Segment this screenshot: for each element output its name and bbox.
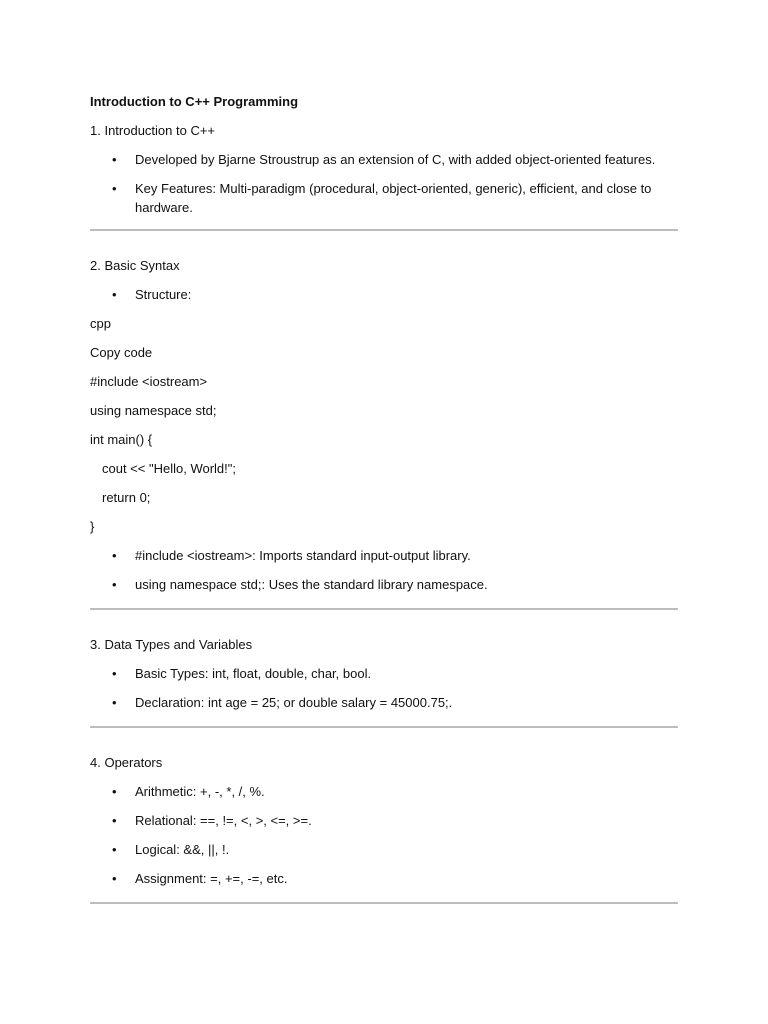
list-item (90, 548, 678, 577)
list-item (90, 152, 678, 181)
section-divider (90, 229, 678, 231)
list-item (90, 813, 678, 842)
list-item-text: Structure: (135, 287, 192, 302)
code-line: using namespace std; (90, 403, 217, 418)
code-line: #include <iostream> (90, 374, 208, 389)
list-item-text: Assignment: =, +=, -=, etc. (135, 871, 288, 886)
bullet-icon: • (112, 695, 117, 710)
list-item (90, 842, 678, 871)
list-item-text: #include <iostream>: Imports standard input-output library. (135, 548, 471, 563)
code-line: } (90, 519, 95, 534)
section-heading: 2. Basic Syntax (90, 258, 180, 273)
bullet-icon: • (112, 181, 117, 196)
section-divider (90, 726, 678, 728)
list-item-text: Relational: ==, !=, <, >, <=, >=. (135, 813, 312, 828)
list-item-text: Arithmetic: +, -, *, /, %. (135, 784, 265, 799)
code-language-label: cpp (90, 316, 111, 331)
bullet-icon: • (112, 287, 117, 302)
list-item (90, 287, 678, 316)
list-item-text: Basic Types: int, float, double, char, bool. (135, 666, 372, 681)
bullet-icon: • (112, 784, 117, 799)
code-line: int main() { (90, 432, 153, 447)
list-item (90, 179, 678, 227)
list-item-text: Developed by Bjarne Stroustrup as an extension of C, with added object-oriented features. (135, 152, 656, 167)
bullet-icon: • (112, 666, 117, 681)
list-item-text: Key Features: Multi-paradigm (procedural, object-oriented, generic), efficient, and close to hardware. (135, 181, 652, 215)
section-heading: 3. Data Types and Variables (90, 637, 253, 652)
bullet-icon: • (112, 871, 117, 886)
code-line: return 0; (102, 490, 151, 505)
section-heading: 1. Introduction to C++ (90, 123, 216, 138)
bullet-icon: • (112, 577, 117, 592)
section-divider (90, 902, 678, 904)
copy-code-button[interactable]: Copy code (90, 345, 153, 360)
list-item (90, 871, 678, 900)
document-title: Introduction to C++ Programming (90, 94, 299, 109)
list-item (90, 695, 678, 724)
list-item-text: using namespace std;: Uses the standard library namespace. (135, 577, 488, 592)
bullet-icon: • (112, 152, 117, 167)
list-item-text: Logical: &&, ||, !. (135, 842, 230, 857)
bullet-icon: • (112, 813, 117, 828)
list-item (90, 784, 678, 813)
code-line: cout << "Hello, World!"; (102, 461, 236, 476)
list-item (90, 577, 678, 606)
bullet-icon: • (112, 548, 117, 563)
section-heading: 4. Operators (90, 755, 163, 770)
list-item-text: Declaration: int age = 25; or double salary = 45000.75;. (135, 695, 453, 710)
section-divider (90, 608, 678, 610)
list-item (90, 666, 678, 695)
bullet-icon: • (112, 842, 117, 857)
